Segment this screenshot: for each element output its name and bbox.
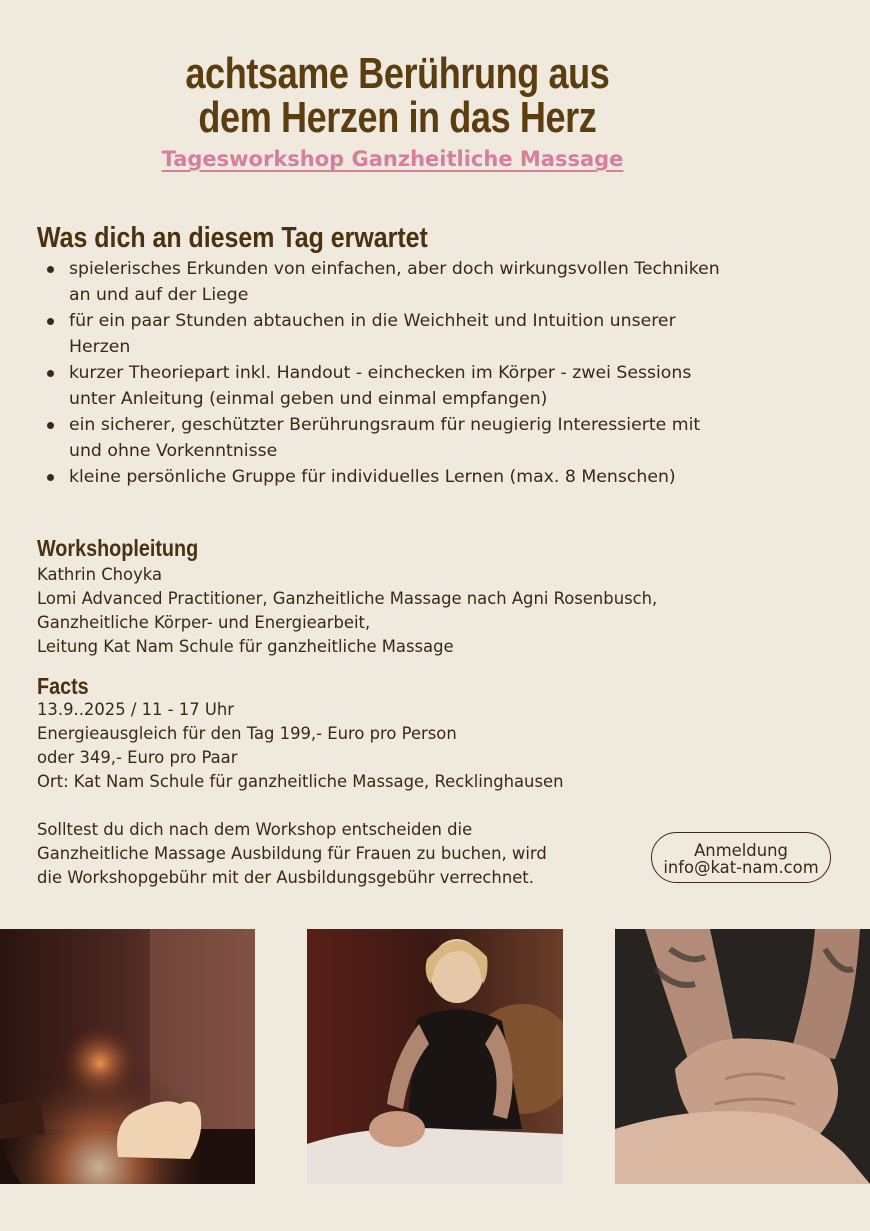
title-line-1: achtsame Berührung aus	[185, 49, 610, 98]
note-line: Solltest du dich nach dem Workshop entscheiden die	[37, 820, 473, 839]
facts-location: Ort: Kat Nam Schule für ganzheitliche Massage, Recklinghausen	[37, 772, 564, 791]
list-item-line: an und auf der Liege	[69, 285, 249, 305]
hands-illustration	[615, 929, 870, 1184]
facts-price: Energieausgleich für den Tag 199,- Euro pro Person	[37, 724, 457, 743]
list-item-line: für ein paar Stunden abtauchen in die Weichheit und Intuition unserer	[69, 311, 676, 331]
list-item-line: kleine persönliche Gruppe für individuelles Lernen (max. 8 Menschen)	[69, 467, 676, 487]
signup-email: info@kat-nam.com	[663, 858, 819, 877]
facts-date: 13.9..2025 / 11 - 17 Uhr	[37, 700, 234, 719]
title-line-2: dem Herzen in das Herz	[198, 93, 597, 142]
list-item	[37, 360, 797, 412]
signup-label: Anmeldung	[694, 841, 788, 860]
list-item-line: spielerisches Erkunden von einfachen, aber doch wirkungsvollen Techniken	[69, 259, 720, 279]
facts-heading: Facts	[37, 673, 89, 699]
facts-price-couple: oder 349,- Euro pro Paar	[37, 748, 238, 767]
list-item-line: kurzer Theoriepart inkl. Handout - einchecken im Körper - zwei Sessions	[69, 363, 692, 383]
photo-hands	[615, 929, 870, 1184]
candle-room-illustration	[0, 929, 255, 1184]
expect-heading: Was dich an diesem Tag erwartet	[37, 222, 428, 254]
photo-massage-session	[307, 929, 563, 1184]
list-item	[37, 464, 797, 490]
list-item	[37, 256, 797, 308]
leadership-info	[37, 563, 657, 659]
subtitle: Tagesworkshop Ganzheitliche Massage	[161, 147, 624, 171]
leadership-heading: Workshopleitung	[37, 535, 199, 561]
list-item-line: unter Anleitung (einmal geben und einmal empfangen)	[69, 389, 548, 409]
massage-session-illustration	[307, 929, 563, 1184]
list-item-line: Herzen	[69, 337, 131, 357]
expect-list	[37, 256, 797, 490]
photo-candle-room	[0, 929, 255, 1184]
signup-button[interactable]	[651, 832, 831, 883]
note-line: die Workshopgebühr mit der Ausbildungsgebühr verrechnet.	[37, 868, 534, 887]
list-item-line: und ohne Vorkenntnisse	[69, 441, 278, 461]
list-item	[37, 308, 797, 360]
leader-credential: Leitung Kat Nam Schule für ganzheitliche Massage	[37, 637, 454, 656]
leader-credential: Ganzheitliche Körper- und Energiearbeit,	[37, 613, 371, 632]
leader-credential: Lomi Advanced Practitioner, Ganzheitliche Massage nach Agni Rosenbusch,	[37, 589, 658, 608]
list-item-line: ein sicherer, geschützter Berührungsraum für neugierig Interessierte mit	[69, 415, 701, 435]
list-item	[37, 412, 797, 464]
facts-info	[37, 698, 563, 794]
leader-name: Kathrin Choyka	[37, 565, 163, 584]
page-title	[71, 49, 723, 142]
note-line: Ganzheitliche Massage Ausbildung für Frauen zu buchen, wird	[37, 844, 547, 863]
note-text	[37, 818, 547, 890]
